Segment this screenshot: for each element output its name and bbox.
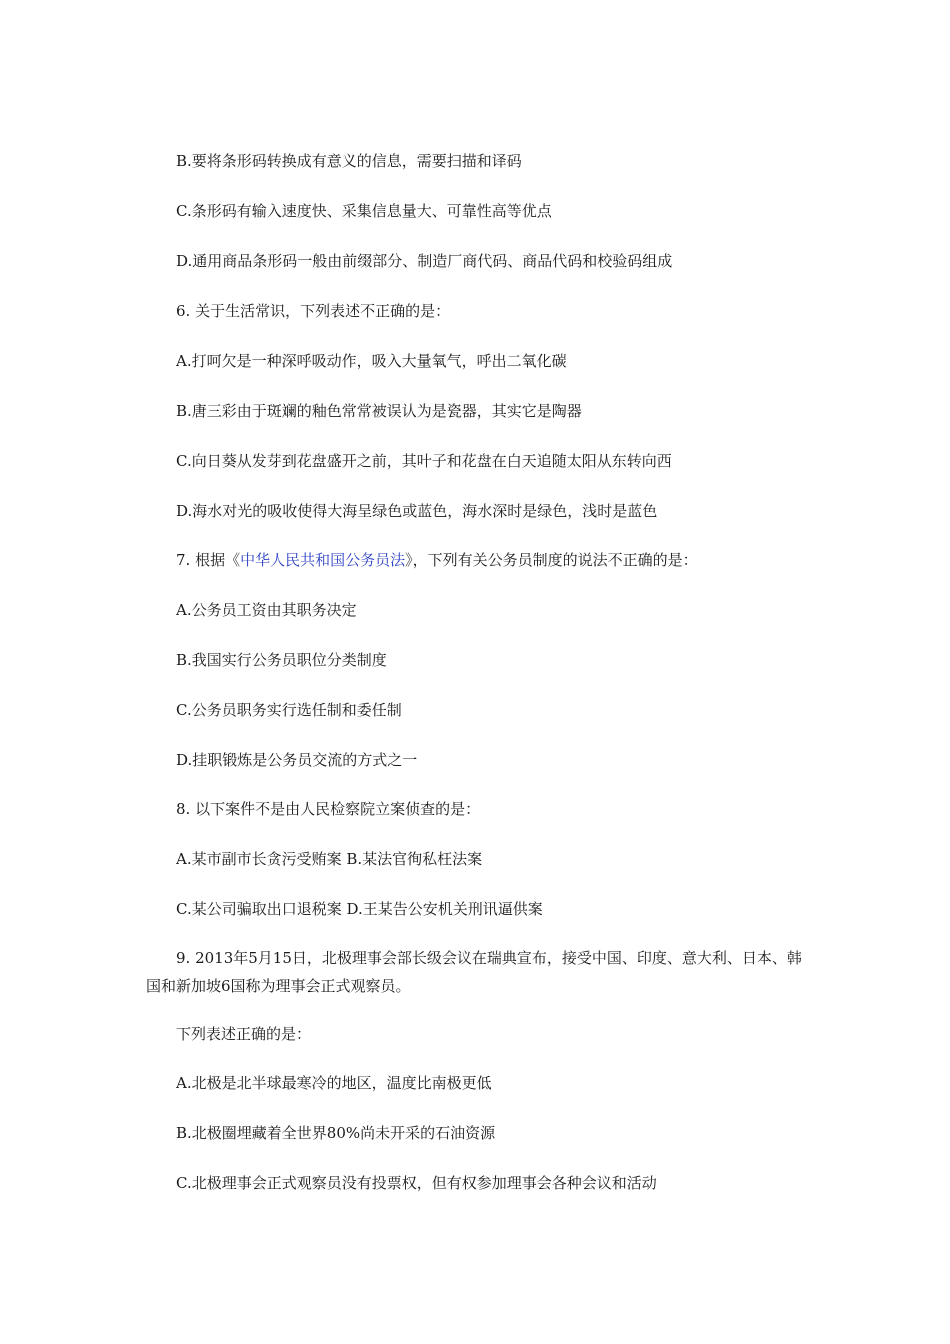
q9-option-b: B.北极圈埋藏着全世界80%尚未开采的石油资源 — [176, 1124, 496, 1142]
q5-option-c: C.条形码有输入速度快、采集信息量大、可靠性高等优点 — [176, 202, 552, 220]
q7-option-a: A.公务员工资由其职务决定 — [176, 601, 357, 619]
q6-stem: 6. 关于生活常识，下列表述不正确的是： — [176, 302, 451, 320]
q9-option-c: C.北极理事会正式观察员没有投票权，但有权参加理事会各种会议和活动 — [176, 1174, 657, 1192]
q7-option-b: B.我国实行公务员职位分类制度 — [176, 651, 387, 669]
q8-stem: 8. 以下案件不是由人民检察院立案侦查的是： — [176, 800, 481, 818]
q5-option-b: B.要将条形码转换成有意义的信息，需要扫描和译码 — [176, 152, 522, 170]
civil-servant-law-link[interactable]: 中华人民共和国公务员法 — [240, 551, 406, 569]
q7-stem-prefix: 7. 根据《 — [176, 551, 241, 569]
q9-stem: 9. 2013年5月15日，北极理事会部长级会议在瑞典宣布，接受中国、印度、意大利、日本、韩国和新加坡6国称为理事会正式观察员。 — [146, 949, 802, 995]
q6-option-a: A.打呵欠是一种深呼吸动作，吸入大量氧气，呼出二氧化碳 — [176, 352, 567, 370]
q7-stem — [176, 549, 698, 571]
q6-option-b: B.唐三彩由于斑斓的釉色常常被误认为是瓷器，其实它是陶器 — [176, 402, 582, 420]
q8-options-ab: A.某市副市长贪污受贿案 B.某法官徇私枉法案 — [176, 850, 483, 868]
q7-stem-suffix: 》，下列有关公务员制度的说法不正确的是： — [405, 551, 698, 569]
q9-option-a: A.北极是北半球最寒冷的地区，温度比南极更低 — [176, 1074, 492, 1092]
q9-prompt: 下列表述正确的是： — [176, 1025, 312, 1043]
q6-option-c: C.向日葵从发芽到花盘盛开之前，其叶子和花盘在白天追随太阳从东转向西 — [176, 452, 672, 470]
q8-options-cd: C.某公司骗取出口退税案 D.王某告公安机关刑讯逼供案 — [176, 900, 543, 918]
q6-option-d: D.海水对光的吸收使得大海呈绿色或蓝色，海水深时是绿色，浅时是蓝色 — [176, 502, 658, 520]
q7-option-c: C.公务员职务实行选任制和委任制 — [176, 701, 402, 719]
q5-option-d: D.通用商品条形码一般由前缀部分、制造厂商代码、商品代码和校验码组成 — [176, 252, 673, 270]
q7-option-d: D.挂职锻炼是公务员交流的方式之一 — [176, 751, 418, 769]
